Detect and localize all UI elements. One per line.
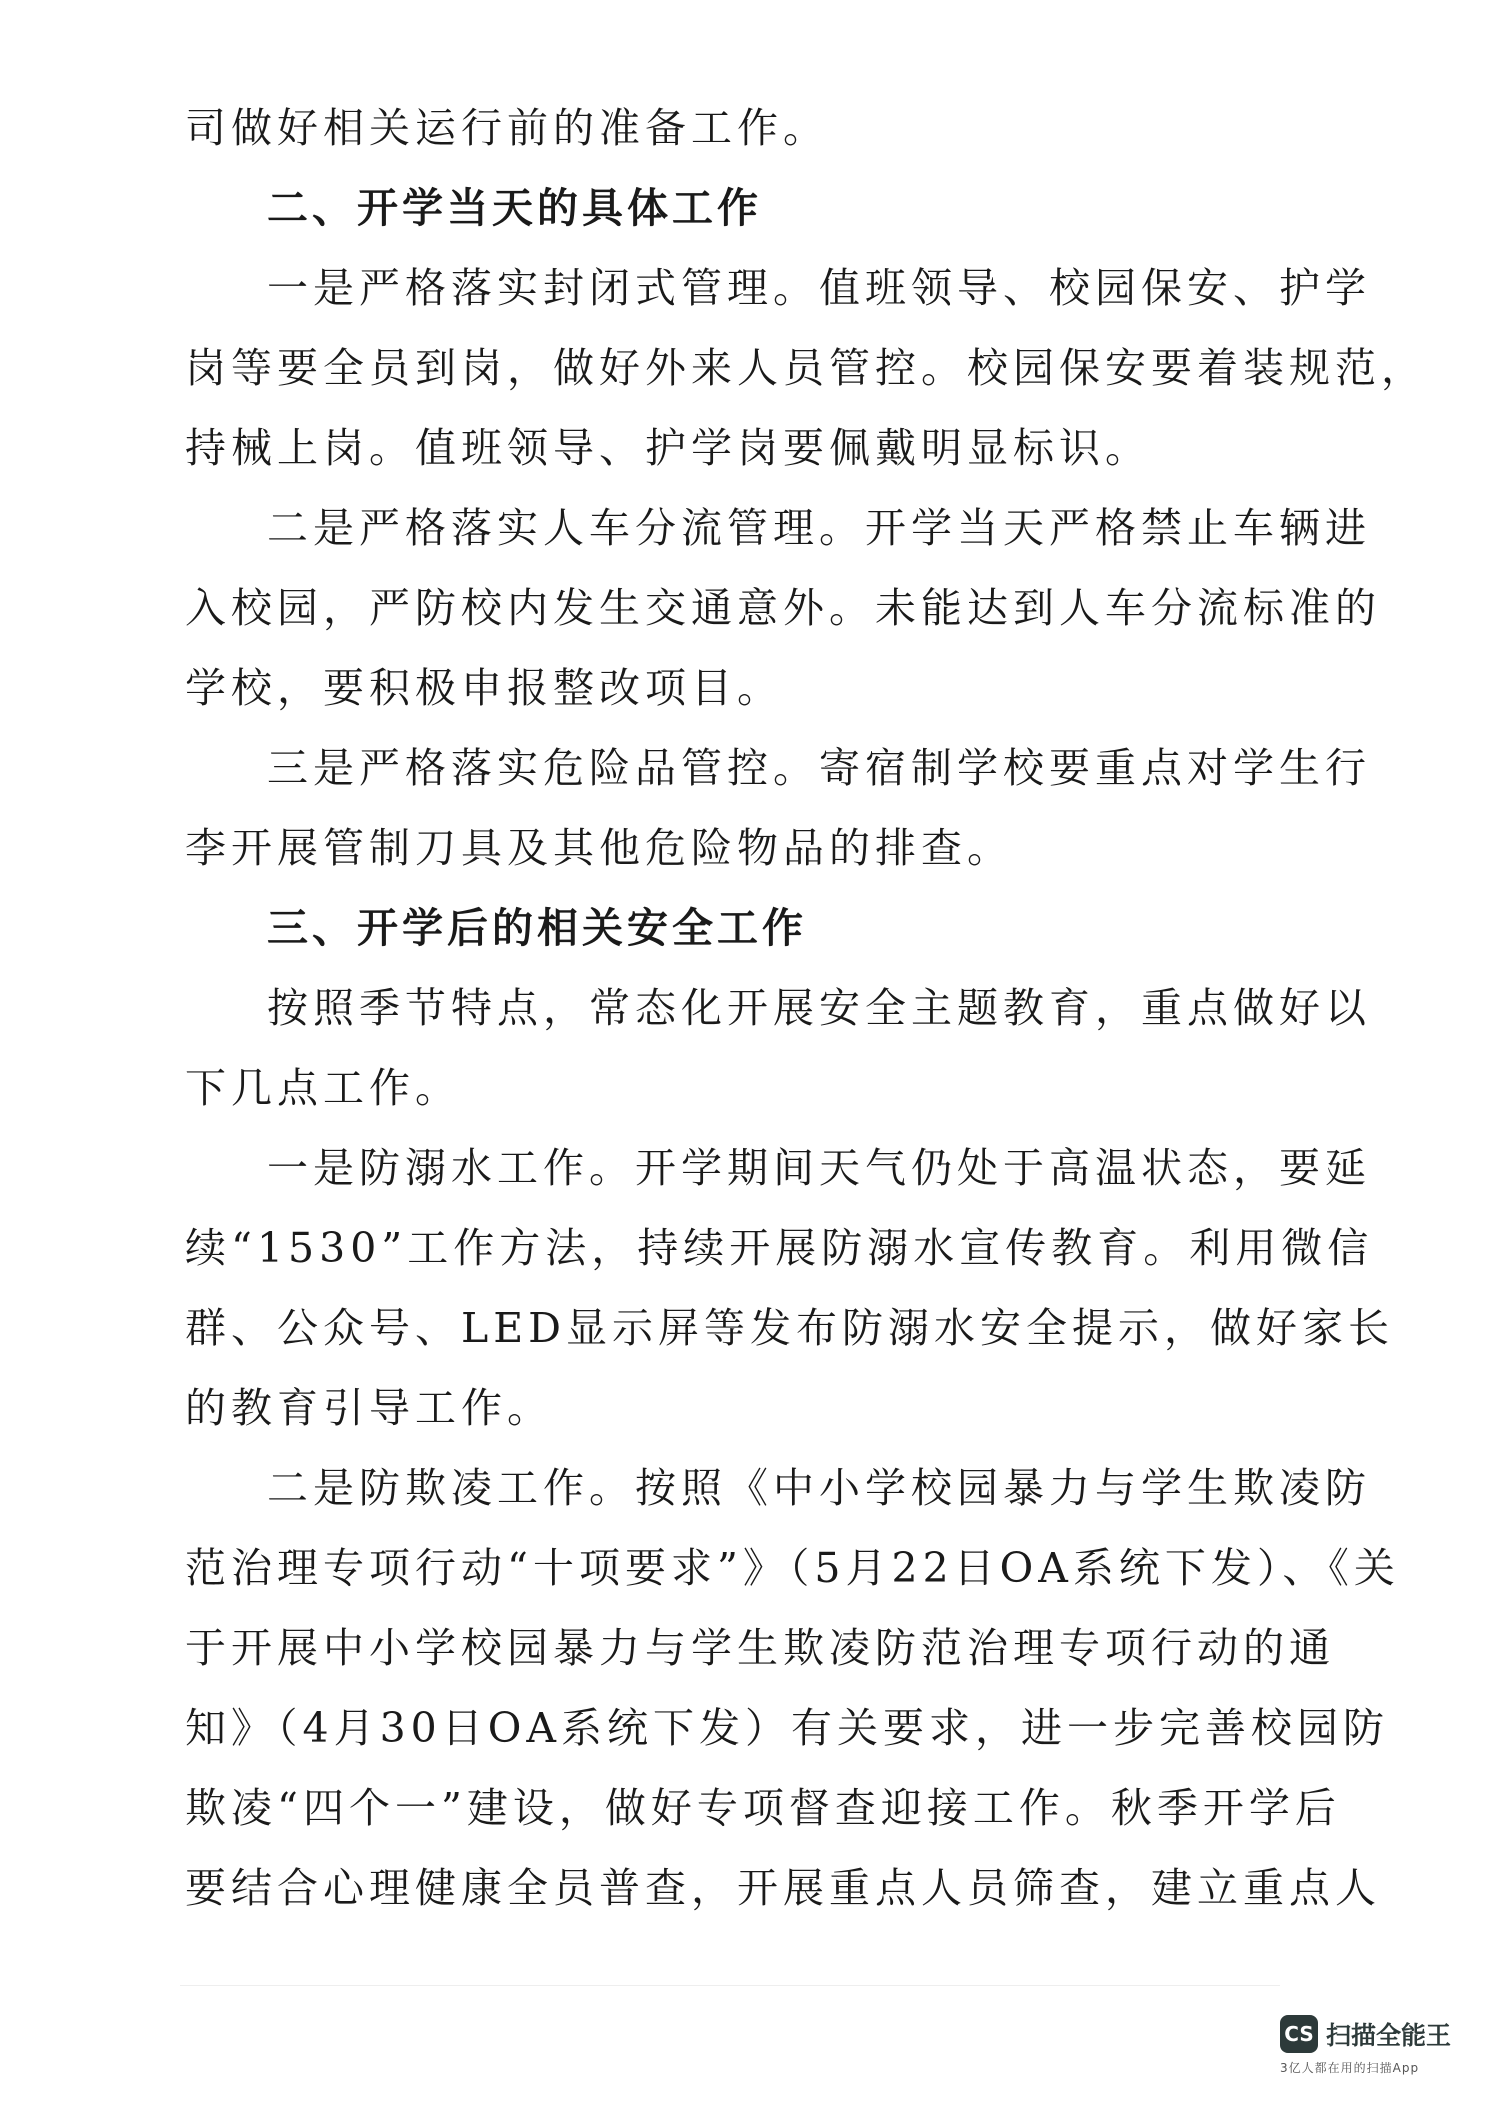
text-line: 二是防欺凌工作。按照《中小学校园暴力与学生欺凌防 bbox=[267, 1464, 1371, 1512]
section-heading: 三、开学后的相关安全工作 bbox=[267, 904, 807, 952]
text-line: 司做好相关运行前的准备工作。 bbox=[185, 104, 829, 152]
text-line: 于开展中小学校园暴力与学生欺凌防范治理专项行动的通 bbox=[185, 1624, 1335, 1672]
text-line: 欺凌“四个一”建设，做好专项督查迎接工作。秋季开学后 bbox=[185, 1784, 1341, 1832]
watermark-tagline: 3亿人都在用的扫描App bbox=[1280, 2061, 1420, 2075]
text-line: 的教育引导工作。 bbox=[185, 1384, 553, 1432]
scanner-watermark bbox=[1280, 2015, 1470, 2095]
text-line: 按照季节特点，常态化开展安全主题教育，重点做好以 bbox=[267, 984, 1371, 1032]
text-line: 二是严格落实人车分流管理。开学当天严格禁止车辆进 bbox=[267, 504, 1371, 552]
text-line: 下几点工作。 bbox=[185, 1064, 461, 1112]
watermark-app-name: 扫描全能王 bbox=[1326, 2021, 1452, 2050]
text-line: 入校园，严防校内发生交通意外。未能达到人车分流标准的 bbox=[185, 584, 1381, 632]
text-line: 岗等要全员到岗，做好外来人员管控。校园保安要着装规范， bbox=[185, 344, 1427, 392]
text-line: 一是严格落实封闭式管理。值班领导、校园保安、护学 bbox=[267, 264, 1371, 312]
text-line: 一是防溺水工作。开学期间天气仍处于高温状态，要延 bbox=[267, 1144, 1371, 1192]
text-line: 学校，要积极申报整改项目。 bbox=[185, 664, 783, 712]
document-body bbox=[185, 88, 1427, 1928]
camscanner-logo-icon: CS bbox=[1280, 2015, 1318, 2053]
text-line: 群、公众号、LED显示屏等发布防溺水安全提示，做好家长 bbox=[185, 1304, 1395, 1352]
text-line: 范治理专项行动“十项要求”》（5月22日OA系统下发）、《关 bbox=[185, 1544, 1400, 1592]
section-heading: 二、开学当天的具体工作 bbox=[267, 184, 762, 232]
text-line: 李开展管制刀具及其他危险物品的排查。 bbox=[185, 824, 1013, 872]
text-line: 要结合心理健康全员普查，开展重点人员筛查，建立重点人 bbox=[185, 1864, 1381, 1912]
footer-divider bbox=[180, 1985, 1280, 1986]
text-line: 续“1530”工作方法，持续开展防溺水宣传教育。利用微信 bbox=[185, 1224, 1374, 1272]
text-line: 三是严格落实危险品管控。寄宿制学校要重点对学生行 bbox=[267, 744, 1371, 792]
text-line: 知》（4月30日OA系统下发）有关要求，进一步完善校园防 bbox=[185, 1704, 1389, 1752]
text-line: 持械上岗。值班领导、护学岗要佩戴明显标识。 bbox=[185, 424, 1151, 472]
